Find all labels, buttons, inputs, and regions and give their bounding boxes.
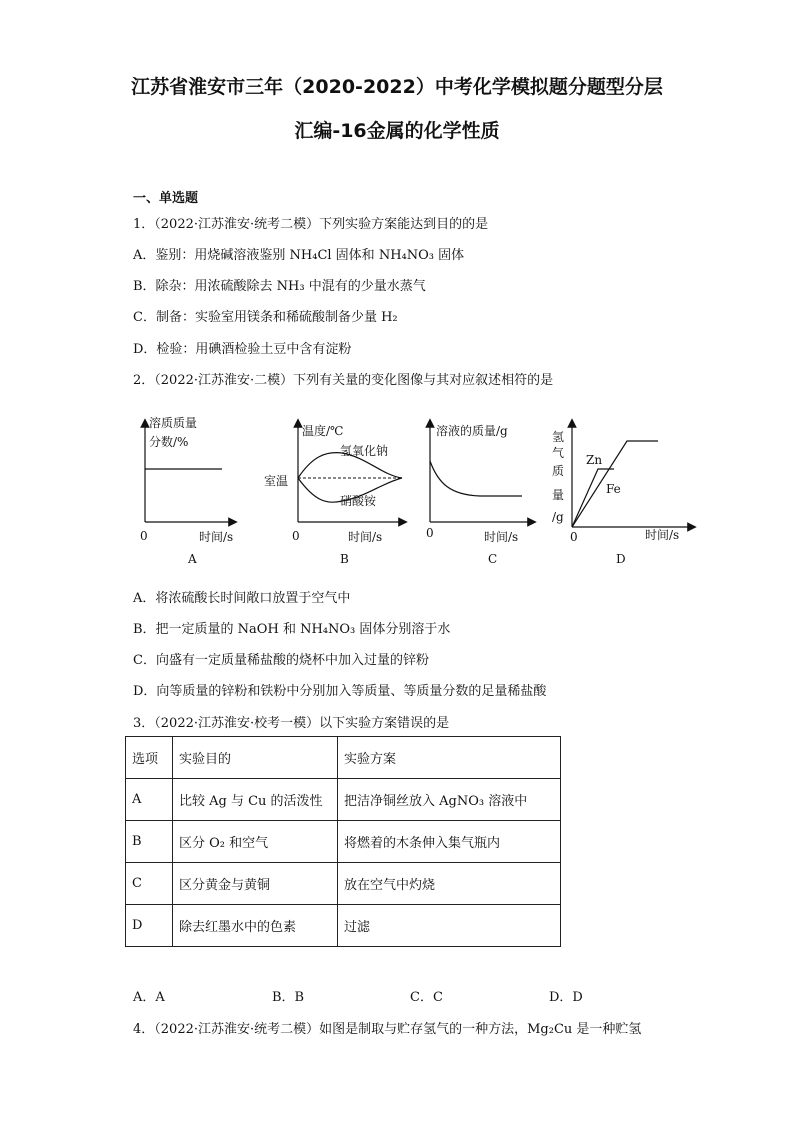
graph-c-origin: 0 [426,526,434,540]
graph-c-xlabel: 时间/s [484,530,519,544]
page-title-line2: 汇编-16金属的化学性质 [294,120,500,142]
table-row [126,821,561,863]
table-row [126,905,561,947]
q1-option-c: C．制备：实验室用镁条和稀硫酸制备少量 H₂ [133,310,398,325]
graph-c-letter: C [488,552,498,566]
graph-b-ylabel: 温度/℃ [302,424,344,438]
section-heading: 一、单选题 [133,191,199,206]
graph-d-ylabel-4: 量 [552,488,565,502]
graph-d-series-fe: Fe [606,482,621,496]
table-cell: 区分黄金与黄铜 [173,863,338,905]
graph-b-origin: 0 [292,529,300,543]
graph-c-ylabel: 溶液的质量/g [436,424,508,438]
q2-stem: 2．（2022·江苏淮安·二模）下列有关量的变化图像与其对应叙述相符的是 [133,373,554,388]
graph-a [140,415,233,566]
table-cell: B [126,821,173,863]
graph-d-curve-zn [572,469,614,527]
q2-option-a: A．将浓硫酸长时间敞口放置于空气中 [133,591,351,606]
graph-d-ylabel-1: 氢 [552,430,565,444]
graph-d-letter: D [616,552,626,566]
q1-option-b: B．除杂：用浓硫酸除去 NH₃ 中混有的少量水蒸气 [133,279,426,294]
table-header-cell: 选项 [126,737,173,779]
graph-d [552,423,692,566]
q3-option-c: C．C [410,990,443,1005]
table-cell: 将燃着的木条伸入集气瓶内 [338,821,561,863]
table-cell: 除去红墨水中的色素 [173,905,338,947]
q3-option-b: B．B [272,990,305,1005]
graph-d-ylabel-5: /g [552,510,564,524]
graph-b-series-nh4no3: 硝酸铵 [340,494,377,508]
q2-option-c: C．向盛有一定质量稀盐酸的烧杯中加入过量的锌粉 [133,653,429,668]
q1-option-a: A．鉴别：用烧碱溶液鉴别 NH₄Cl 固体和 NH₄NO₃ 固体 [133,248,465,263]
table-cell: C [126,863,173,905]
graph-c [426,423,532,566]
graph-a-xlabel: 时间/s [199,530,234,544]
q3-stem: 3．（2022·江苏淮安·校考一模）以下实验方案错误的是 [133,716,450,731]
table-cell: 过滤 [338,905,561,947]
table-cell: 区分 O₂ 和空气 [173,821,338,863]
graph-b-letter: B [340,552,349,566]
graph-b-series-naoh: 氢氧化钠 [340,444,389,458]
table-row [126,779,561,821]
table-header-row [126,737,561,779]
table-header-cell: 实验目的 [173,737,338,779]
graph-b [264,423,403,566]
graph-d-ylabel-2: 气 [552,446,565,460]
table-cell: D [126,905,173,947]
q3-option-d: D．D [549,990,583,1005]
graph-b-baseline-label: 室温 [264,474,289,488]
graph-c-curve [430,461,522,496]
graph-a-letter: A [188,552,197,566]
page-title-line1: 江苏省淮安市三年（2020-2022）中考化学模拟题分题型分层 [131,76,663,98]
graph-d-origin: 0 [570,530,578,544]
table-cell: A [126,779,173,821]
graph-b-xlabel: 时间/s [348,530,383,544]
graph-d-ylabel-3: 质 [552,464,565,478]
q3-option-a: A．A [133,990,165,1005]
q3-table [125,736,561,947]
table-row [126,863,561,905]
table-cell: 放在空气中灼烧 [338,863,561,905]
table-cell: 比较 Ag 与 Cu 的活泼性 [173,779,338,821]
q2-option-d: D．向等质量的锌粉和铁粉中分别加入等质量、等质量分数的足量稀盐酸 [133,684,547,699]
graph-a-origin: 0 [140,529,148,543]
table-header-cell: 实验方案 [338,737,561,779]
q2-option-b: B．把一定质量的 NaOH 和 NH₄NO₃ 固体分别溶于水 [133,622,451,637]
graph-d-series-zn: Zn [586,453,603,467]
graph-a-ylabel-2: 分数/% [149,435,189,449]
graph-a-ylabel-1: 溶质质量 [149,416,198,430]
q1-stem: 1．（2022·江苏淮安·统考二模）下列实验方案能达到目的的是 [133,217,489,232]
table-cell: 把洁净铜丝放入 AgNO₃ 溶液中 [338,779,561,821]
q2-graphs [120,405,700,570]
graph-d-xlabel: 时间/s [645,528,680,542]
q1-option-d: D．检验：用碘酒检验土豆中含有淀粉 [133,342,352,357]
q4-stem: 4．（2022·江苏淮安·统考二模）如图是制取与贮存氢气的一种方法，Mg₂Cu 是一种贮氢 [133,1022,642,1037]
